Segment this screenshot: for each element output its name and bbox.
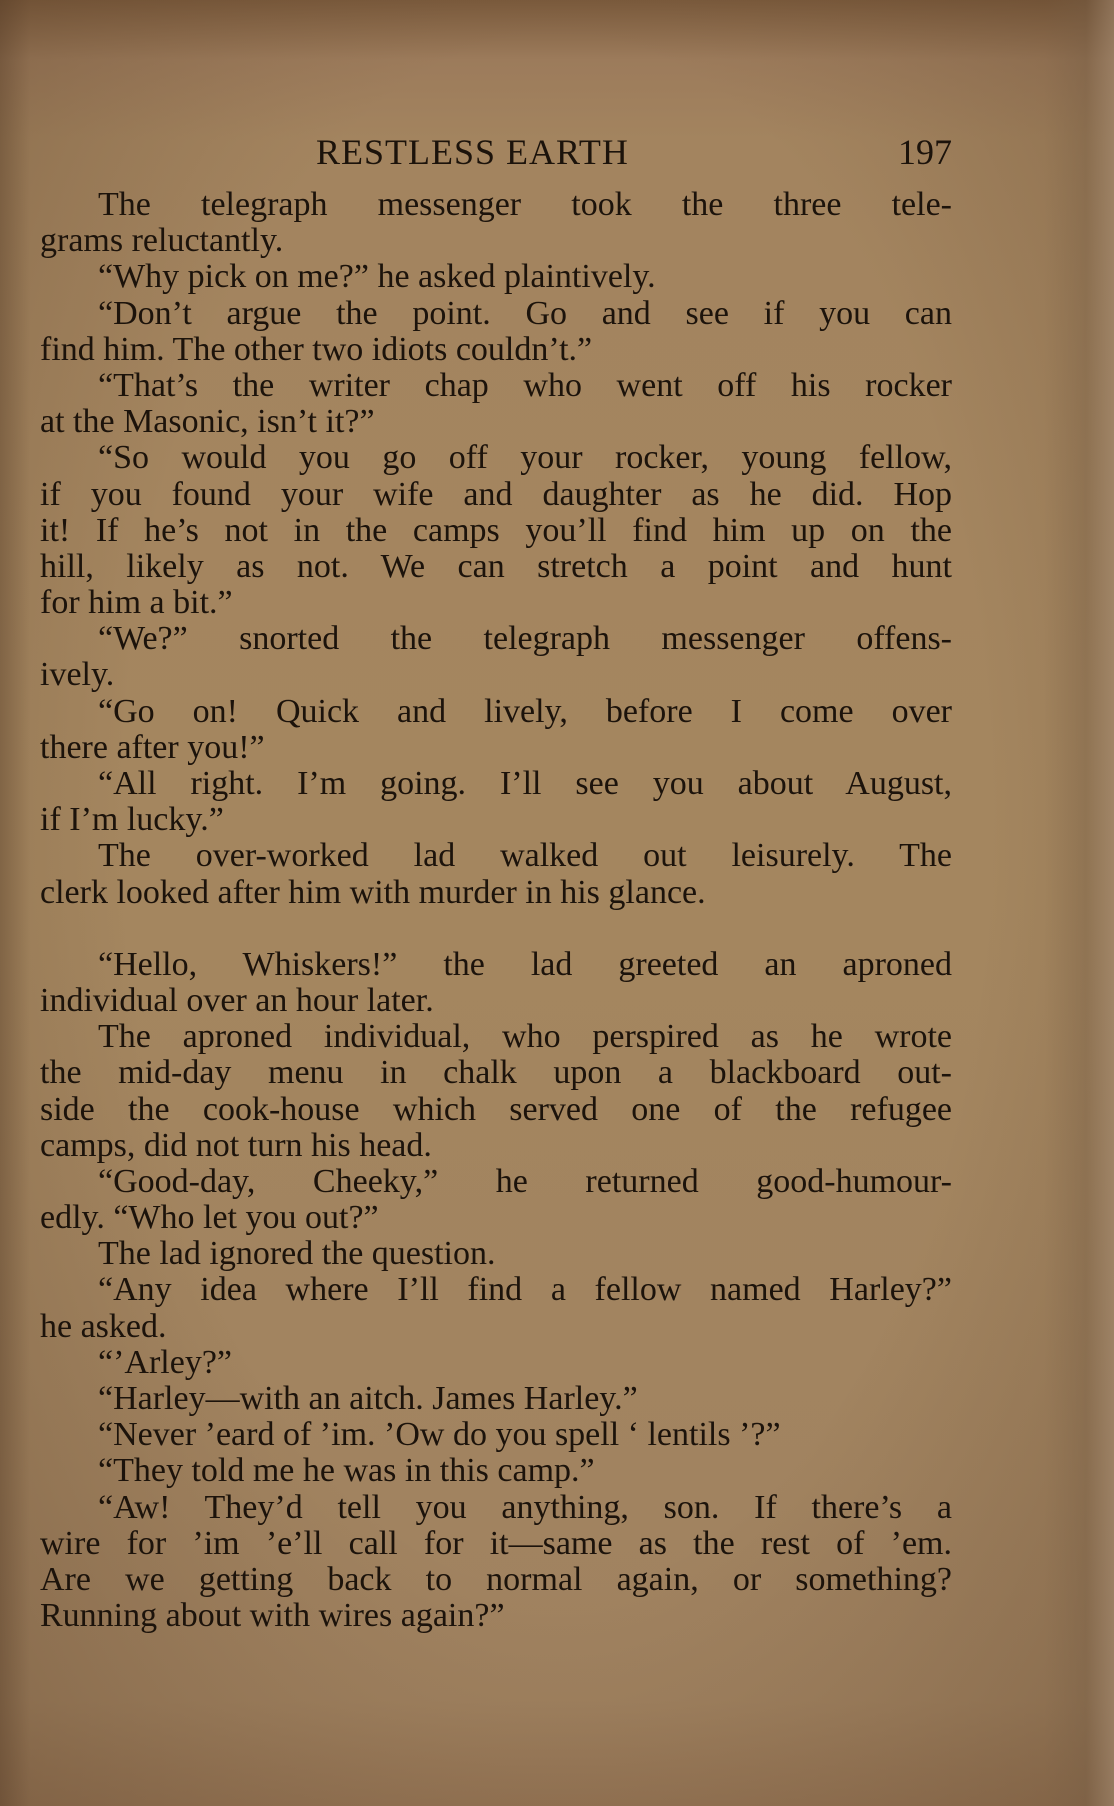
page-header — [40, 130, 952, 174]
text-line: if I’m lucky.” — [40, 802, 224, 839]
paragraph — [40, 1345, 952, 1381]
paragraph — [40, 259, 952, 295]
paragraph — [40, 1236, 952, 1272]
text-line: the mid-day menu in chalk upon a blackboard out- — [40, 1055, 952, 1092]
text-line: “Never ’eard of ’im. ’Ow do you spell ‘ lentils ’?” — [98, 1417, 781, 1454]
paragraph — [40, 1164, 952, 1236]
text-line: “Aw! They’d tell you anything, son. If there’s a — [98, 1489, 952, 1526]
text-line: hill, likely as not. We can stretch a point and hunt — [40, 548, 952, 585]
text-line: “We?” snorted the telegraph messenger offens- — [98, 621, 952, 658]
paragraph — [40, 1417, 952, 1453]
paragraph — [40, 621, 952, 693]
text-line: “All right. I’m going. I’ll see you about August, — [98, 766, 952, 802]
text-line: Are we getting back to normal again, or something? — [40, 1561, 952, 1598]
paragraph — [40, 1490, 952, 1635]
paragraph — [40, 1019, 952, 1164]
text-line: there after you!” — [40, 729, 265, 766]
paragraph — [40, 187, 952, 259]
page-edge-right — [1044, 0, 1114, 1806]
section-break — [40, 911, 952, 947]
text-line: grams reluctantly. — [40, 223, 284, 260]
text-line: The over-worked lad walked out leisurely. The — [98, 838, 952, 875]
text-line: find him. The other two idiots couldn’t.” — [40, 331, 593, 368]
text-line: at the Masonic, isn’t it?” — [40, 404, 375, 441]
text-line: “Harley—with an aitch. James Harley.” — [98, 1381, 638, 1417]
text-line: “That’s the writer chap who went off his rocker — [98, 367, 952, 404]
text-line: The telegraph messenger took the three tele- — [98, 187, 952, 223]
text-line: “Any idea where I’ll find a fellow named Harley?” — [98, 1272, 952, 1309]
text-line: “Go on! Quick and lively, before I come over — [98, 693, 952, 730]
text-line: The lad ignored the question. — [98, 1236, 496, 1273]
text-line: The aproned individual, who perspired as he wrote — [98, 1019, 952, 1056]
text-line: edly. “Who let you out?” — [40, 1200, 379, 1237]
paragraph — [40, 694, 952, 766]
paragraph — [40, 1272, 952, 1344]
text-line: “So would you go off your rocker, young fellow, — [98, 440, 952, 477]
text-line: for him a bit.” — [40, 585, 233, 622]
text-line: “Why pick on me?” he asked plaintively. — [98, 259, 656, 296]
paragraph — [40, 838, 952, 910]
text-line: it! If he’s not in the camps you’ll find him up on the — [40, 512, 952, 549]
paragraph — [40, 1453, 952, 1489]
paragraph — [40, 947, 952, 1019]
paragraph — [40, 766, 952, 838]
text-line: side the cook-house which served one of the refugee — [40, 1091, 952, 1128]
text-line: wire for ’im ’e’ll call for it—same as the rest of ’em. — [40, 1525, 952, 1562]
text-line: ively. — [40, 657, 115, 694]
text-line: clerk looked after him with murder in his glance. — [40, 874, 706, 911]
paragraph — [40, 368, 952, 440]
body-text — [40, 187, 952, 1634]
text-line: individual over an hour later. — [40, 982, 434, 1019]
text-line: he asked. — [40, 1308, 167, 1345]
paragraph — [40, 1381, 952, 1417]
text-line: camps, did not turn his head. — [40, 1127, 432, 1164]
page-number: 197 — [898, 132, 952, 172]
text-line: “Good-day, Cheeky,” he returned good-humour- — [98, 1163, 952, 1200]
paragraph — [40, 440, 952, 621]
text-line: Running about with wires again?” — [40, 1598, 505, 1635]
paragraph — [40, 296, 952, 368]
page-shadow-left — [0, 0, 30, 1806]
text-line: “’Arley?” — [98, 1344, 233, 1381]
text-line: “They told me he was in this camp.” — [98, 1453, 595, 1490]
text-line: if you found your wife and daughter as he did. Hop — [40, 476, 952, 513]
running-title: RESTLESS EARTH — [316, 132, 629, 172]
text-line: “Hello, Whiskers!” the lad greeted an aproned — [98, 946, 952, 983]
text-line: “Don’t argue the point. Go and see if you can — [98, 295, 952, 332]
